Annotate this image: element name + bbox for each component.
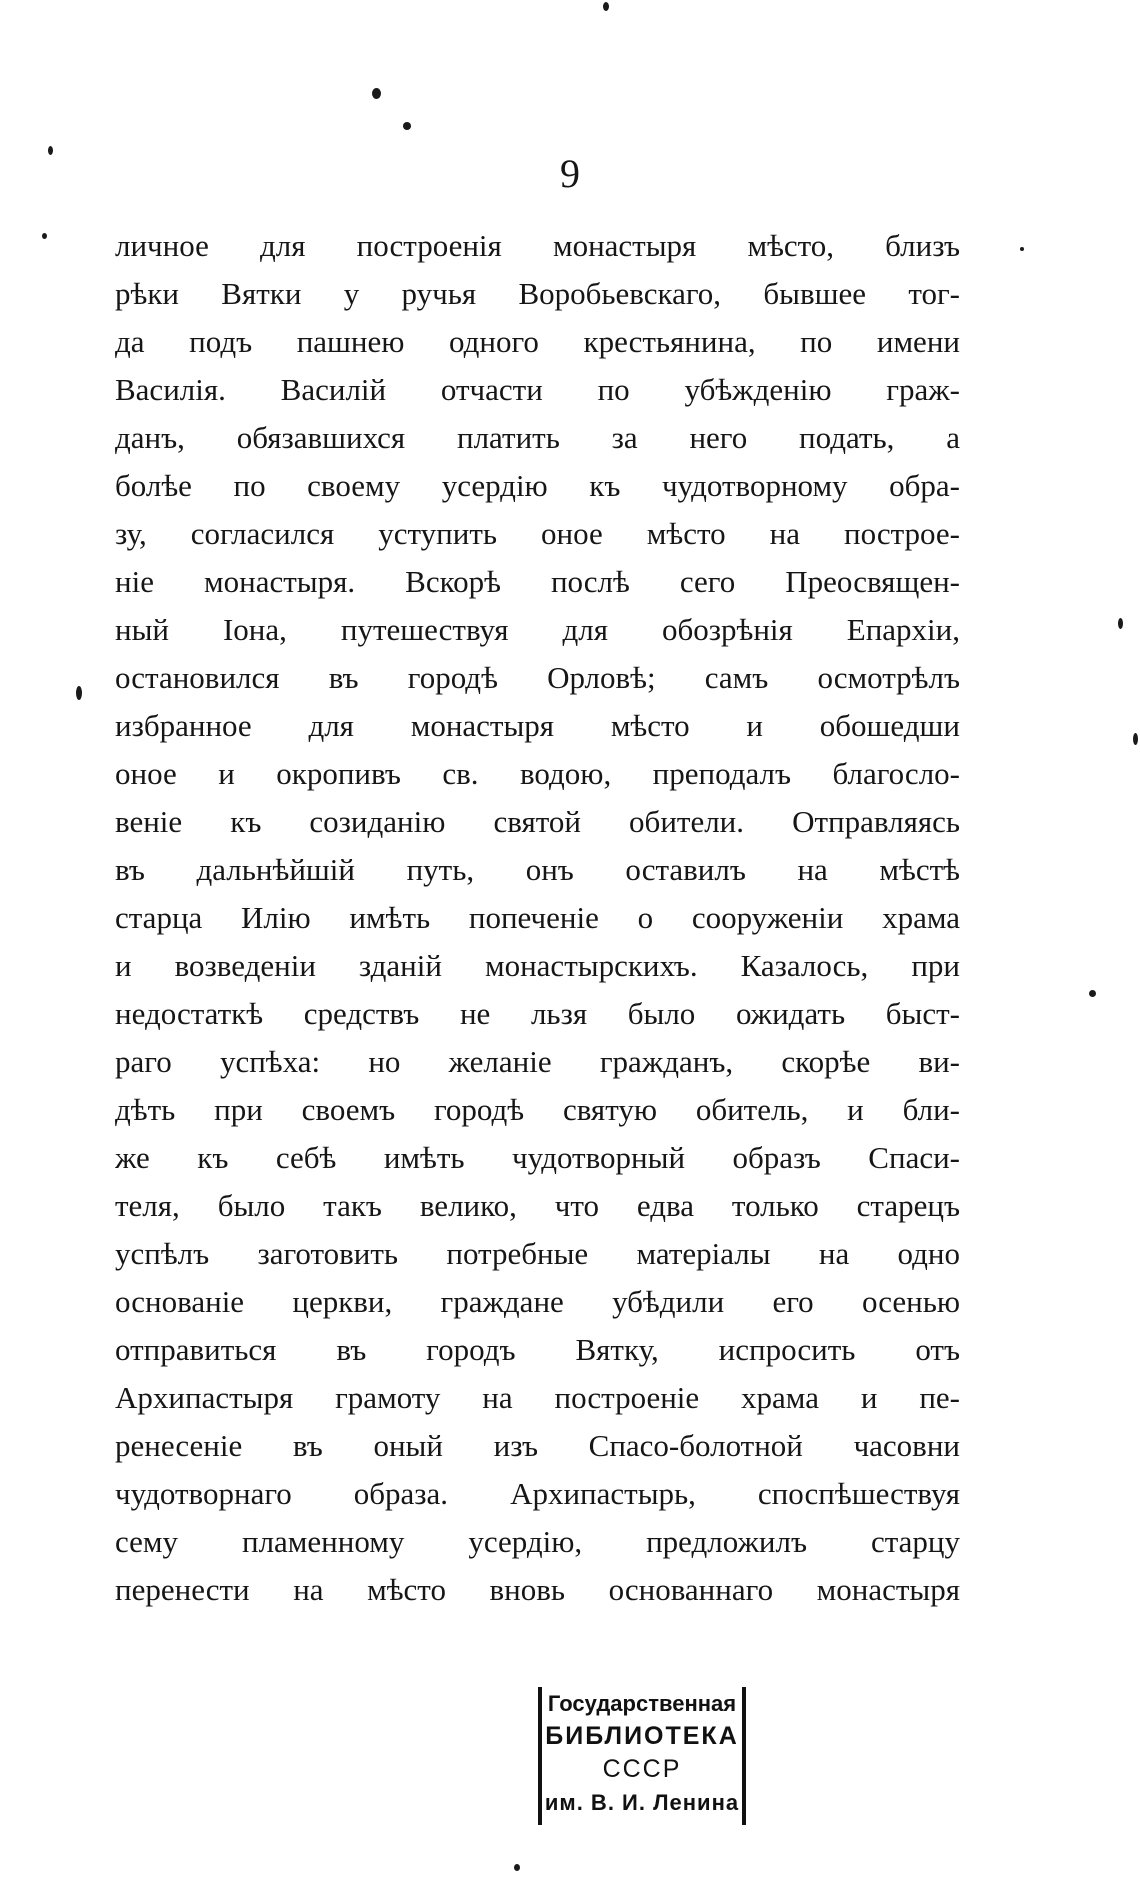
scan-speck [1020,247,1024,251]
text-line: веніе къ созиданію святой обители. Отправляясь [115,804,960,839]
text-line: недостаткѣ средствъ не льзя было ожидать быст- [115,996,960,1031]
text-line: старца Илію имѣть попеченіе о сооруженіи храма [115,900,960,935]
library-stamp [538,1687,746,1825]
text-line: ный Іона, путешествуя для обозрѣнія Епархіи, [115,612,960,647]
text-line: и возведеніи зданій монастырскихъ. Казалось, при [115,948,960,983]
text-line: дѣть при своемъ городѣ святую обитель, и бли- [115,1092,960,1127]
stamp-line-3: СССР [602,1755,682,1783]
text-line: чудотворнаго образа. Архипастырь, споспѣшествуя [115,1476,960,1511]
text-line: оное и окропивъ св. водою, преподалъ благосло- [115,756,960,791]
text-line: основаніе церкви, граждане убѣдили его осенью [115,1284,960,1319]
scan-speck [1133,733,1138,745]
scan-speck [514,1864,520,1871]
text-line: ніе монастыря. Вскорѣ послѣ сего Преосвящен- [115,564,960,599]
text-line: личное для построенія монастыря мѣсто, близъ [115,228,960,263]
stamp-line-4: им. В. И. Ленина [544,1790,740,1815]
text-line: зу, согласился уступить оное мѣсто на построе- [115,516,960,551]
scan-speck [42,233,47,239]
text-line: перенести на мѣсто вновь основаннаго монастыря [115,1572,960,1607]
text-line: Василія. Василій отчасти по убѣжденію граж- [115,372,960,407]
text-line: рѣки Вятки у ручья Воробьевскаго, бывшее тог- [115,276,960,311]
text-line: отправиться въ городъ Вятку, испросить отъ [115,1332,960,1367]
text-line: да подъ пашнею одного крестьянина, по имени [115,324,960,359]
stamp-line-1: Государственная [547,1691,737,1716]
scan-speck [603,2,609,11]
text-line: избранное для монастыря мѣсто и обошедши [115,708,960,743]
text-line: ренесеніе въ оный изъ Спасо-болотной часовни [115,1428,960,1463]
text-line: въ дальнѣйшій путь, онъ оставилъ на мѣстѣ [115,852,960,887]
scan-speck [372,88,381,99]
scan-speck [76,686,82,700]
text-line: болѣе по своему усердію къ чудотворному обра- [115,468,960,503]
text-line: данъ, обязавшихся платить за него подать, а [115,420,960,455]
text-line: остановился въ городѣ Орловѣ; самъ осмотрѣлъ [115,660,960,695]
text-line: успѣлъ заготовить потребные матеріалы на одно [115,1236,960,1271]
text-line: Архипастыря грамоту на построеніе храма и пе- [115,1380,960,1415]
scan-speck [48,146,53,155]
scan-speck [1089,990,1096,997]
scan-speck [403,122,411,130]
text-line: раго успѣха: но желаніе гражданъ, скорѣе ви- [115,1044,960,1079]
text-line: сему пламенному усердію, предложилъ старцу [115,1524,960,1559]
scan-speck [1118,618,1123,629]
text-line: теля, было такъ велико, что едва только старецъ [115,1188,960,1223]
text-line: же къ себѣ имѣть чудотворный образъ Спаси- [115,1140,960,1175]
page-number: 9 [560,151,580,196]
body-text [115,222,960,1614]
stamp-line-2: БИБЛИОТЕКА [545,1722,739,1750]
